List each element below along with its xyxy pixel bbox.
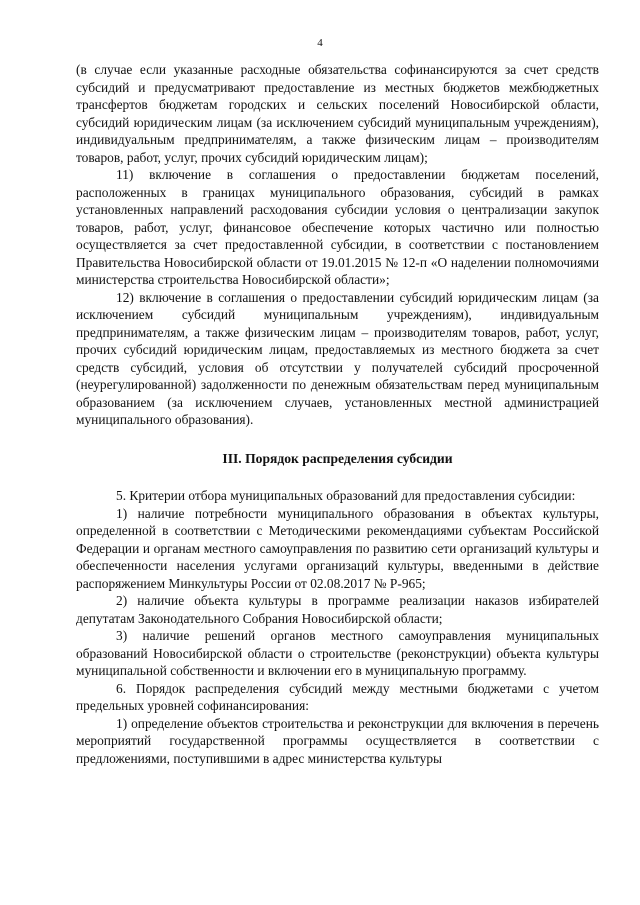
paragraph-point-6: 6. Порядок распределения субсидий между местными бюджетами с учетом предельных уровней софинансирования:	[76, 680, 599, 713]
paragraph-criterion-3: 3) наличие решений органов местного самоуправления муниципальных образований Новосибирской области о строительстве (реконструкции) объекта культуры муниципальной собственности и включении его в муниципальную программу.	[76, 628, 599, 678]
section-heading: III. Порядок распределения субсидии	[222, 450, 453, 466]
document-body	[76, 61, 599, 767]
paragraph-point-5: 5. Критерии отбора муниципальных образований для предоставления субсидии:	[116, 488, 576, 503]
page-number: 4	[317, 37, 323, 49]
paragraph-item-11: 11) включение в соглашения о предоставлении бюджетам поселений, расположенных в границах муниципального образования, субсидий в рамках установленных направлений расходования субсидии условия о централизации закупок товаров, работ, услуг, финансовое обеспечение которых частично или полностью осуществляется за счет предоставленной субсидии, в соответствии с постановлением Правительства Новосибирской области от 19.01.2015 № 12-п «О наделении полномочиями министерства строительства Новосибирской области»;	[76, 167, 599, 287]
paragraph-criterion-2: 2) наличие объекта культуры в программе реализации наказов избирателей депутатам Законодательного Собрания Новосибирской области;	[76, 593, 599, 626]
paragraph-criterion-1: 1) наличие потребности муниципального образования в объектах культуры, определенной в соответствии с Методическими рекомендациями субъектам Российской Федерации и органам местного самоуправления по развитию сети организаций культуры и обеспеченности населения услугами организаций культуры, введенными в действие распоряжением Минкультуры России от 02.08.2017 № Р-965;	[76, 505, 599, 591]
paragraph-procedure-1: 1) определение объектов строительства и реконструкции для включения в перечень мероприятий государственной программы осуществляется в соответствии с предложениями, поступившими в адрес министерства культуры	[76, 715, 599, 766]
paragraph-continuation: (в случае если указанные расходные обязательства софинансируются за счет средств субсидий и предусматривают предоставление из местных бюджетов межбюджетных трансфертов бюджетам городских и сельских поселений Новосибирской области, субсидий юридическим лицам (за исключением субсидий муниципальным учреждениям), индивидуальным предпринимателям, а также физическим лицам – производителям товаров, работ, услуг, прочих субсидий юридическим лицам);	[76, 62, 599, 165]
paragraph-item-12: 12) включение в соглашения о предоставлении субсидий юридическим лицам (за исключением субсидий муниципальным учреждениям), индивидуальным предпринимателям, а также физическим лицам – производителям товаров, работ, услуг, прочих субсидий юридическим лицам, предоставляемых из местного бюджета за счет средств субсидий, условия об отсутствии у получателей субсидий просроченной (неурегулированной) задолженности по денежным обязательствам перед муниципальным образованием (за исключением случаев, установленных местной администрацией муниципального образования).	[76, 289, 599, 427]
